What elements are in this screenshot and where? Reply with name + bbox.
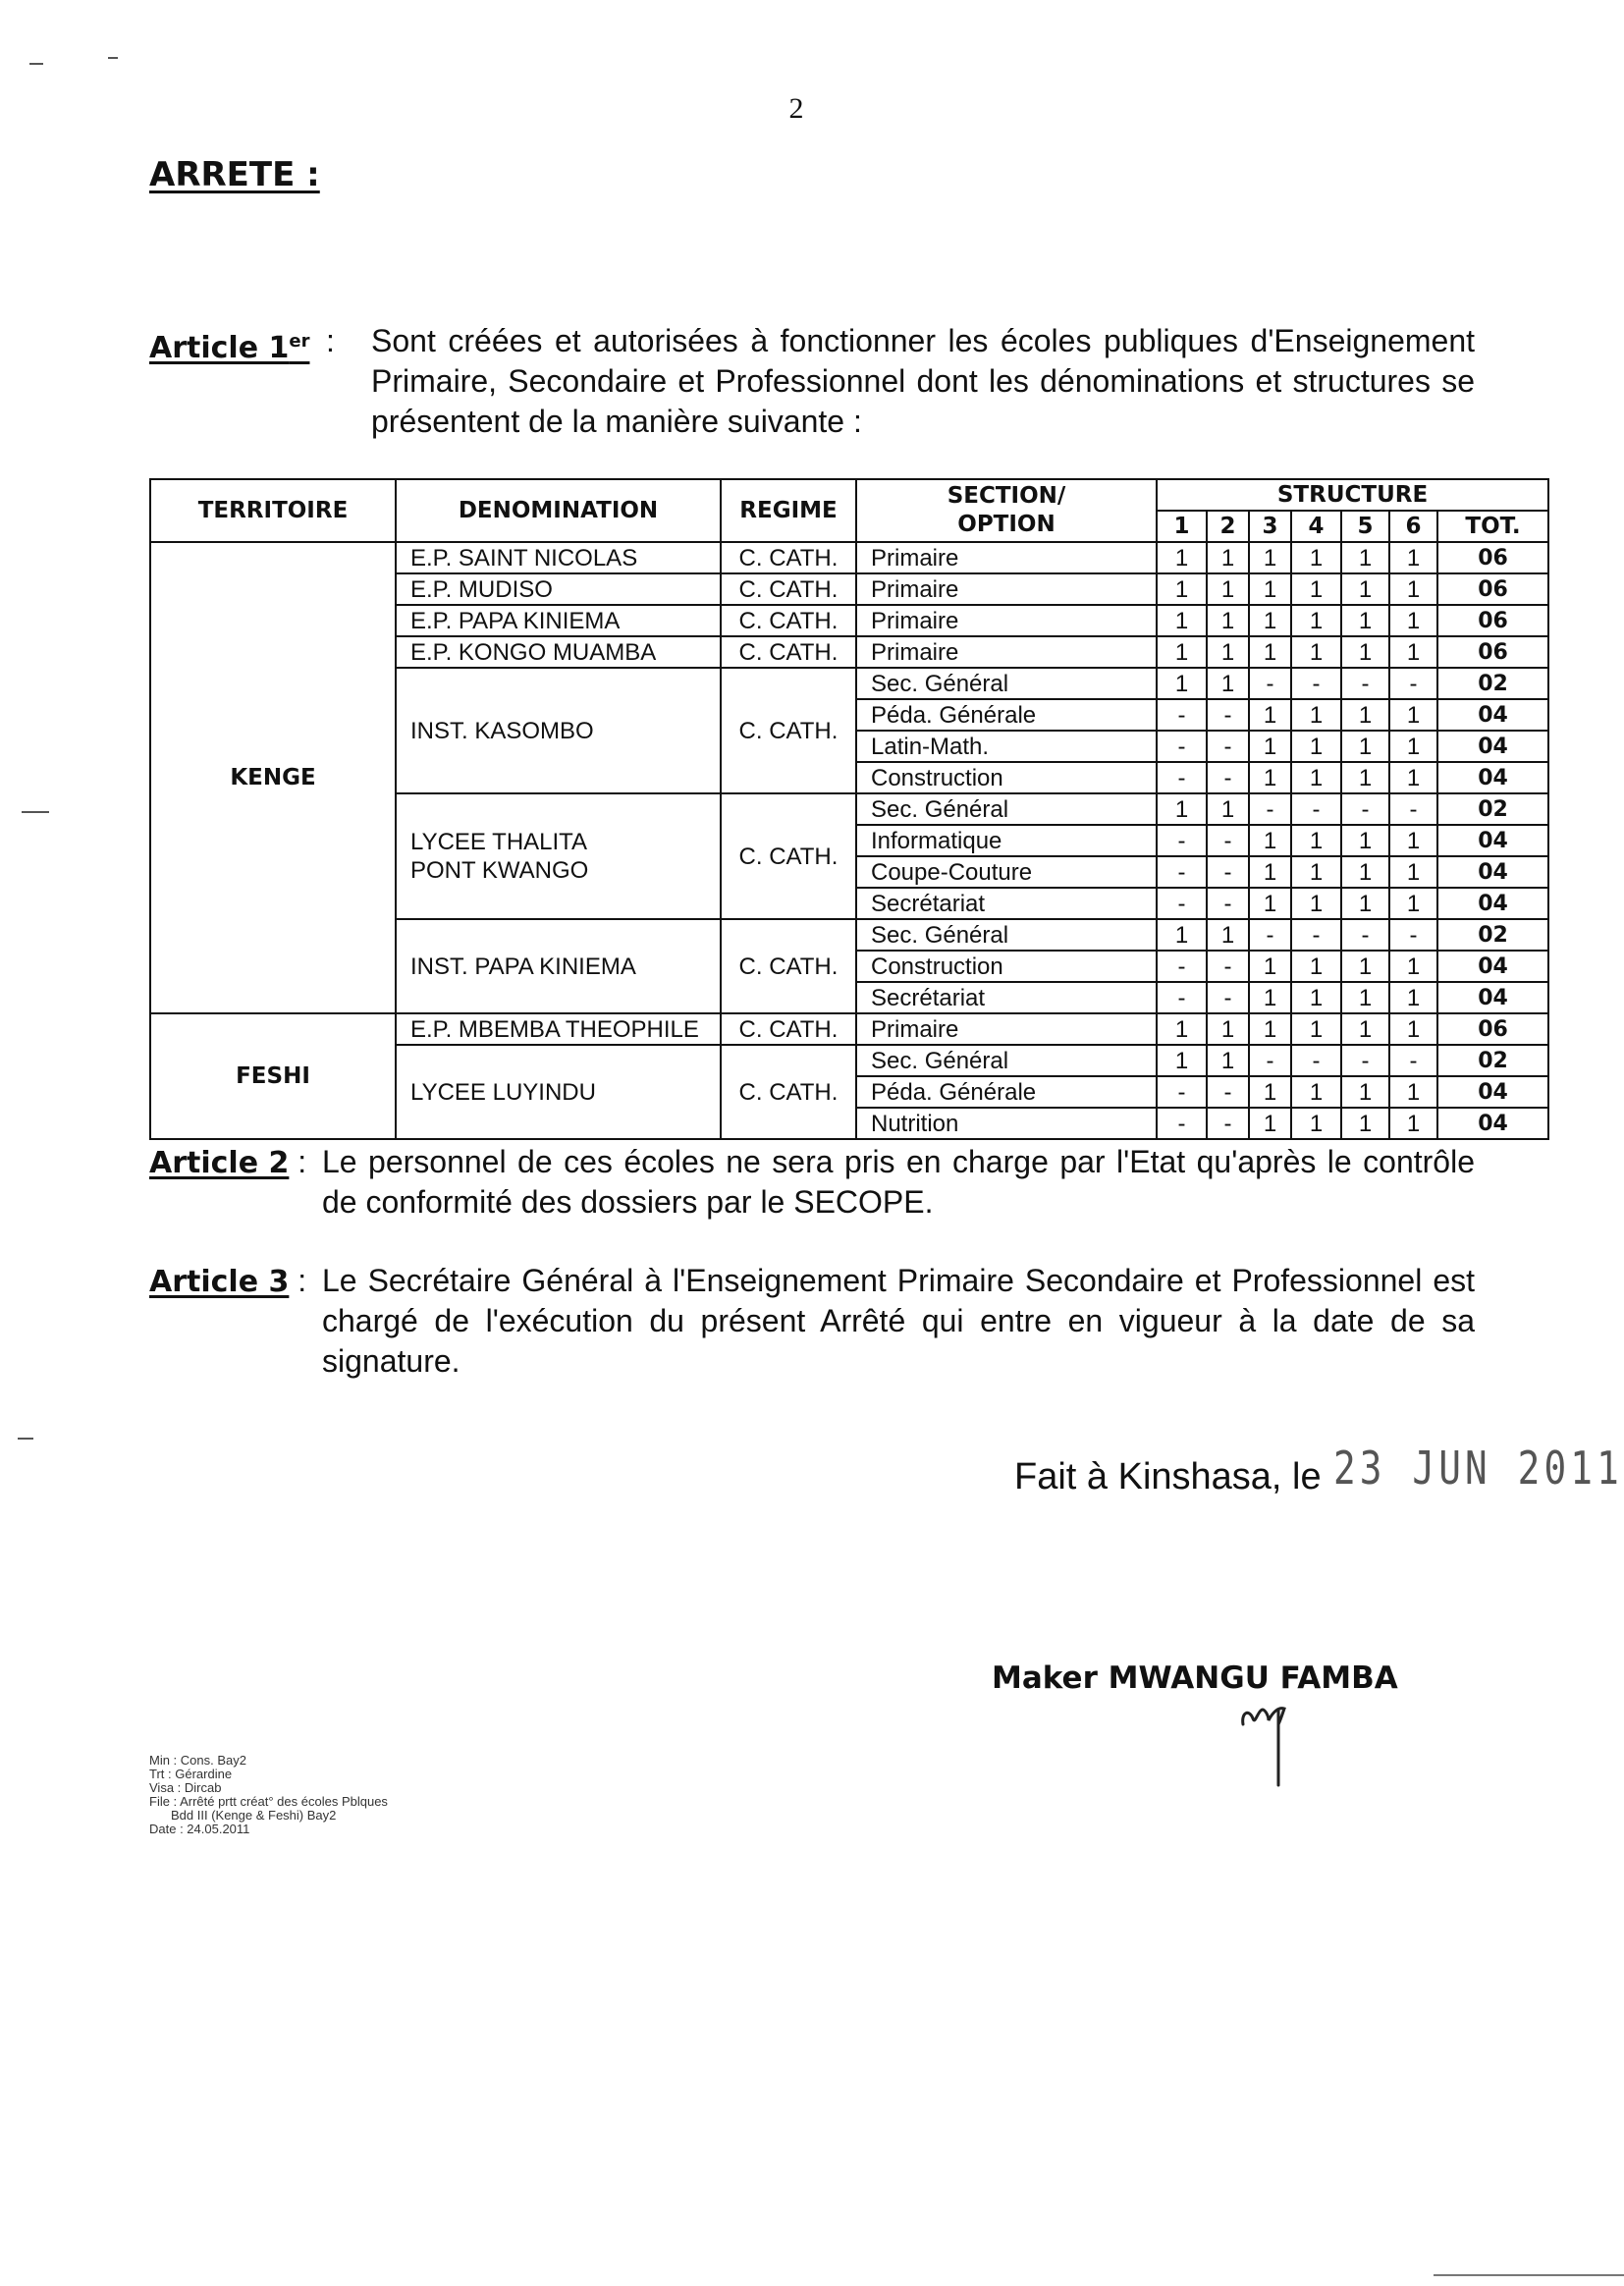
level-1-value: 1 <box>1157 605 1207 636</box>
school-name-line: INST. PAPA KINIEMA <box>410 952 636 980</box>
decree-heading: ARRETE : <box>149 155 320 194</box>
level-1-value: - <box>1157 1076 1207 1108</box>
level-1-value: - <box>1157 856 1207 888</box>
level-6-value: - <box>1389 919 1437 951</box>
header-structure: STRUCTURE <box>1157 479 1548 511</box>
level-3-value: 1 <box>1249 573 1291 605</box>
level-4-value: 1 <box>1291 1108 1341 1139</box>
reference-line: Bdd III (Kenge & Feshi) Bay2 <box>171 1808 337 1823</box>
school-name <box>396 542 721 573</box>
header-total: TOT. <box>1437 511 1548 542</box>
section-option: Secrétariat <box>856 982 1157 1013</box>
level-6-value: 1 <box>1389 825 1437 856</box>
article-1-label: Article 1er <box>149 331 310 365</box>
article-1 <box>149 321 1475 439</box>
school-name <box>396 1045 721 1139</box>
level-3-value: - <box>1249 919 1291 951</box>
school-regime: C. CATH. <box>721 793 856 919</box>
school-regime: C. CATH. <box>721 542 856 573</box>
header-territoire: TERRITOIRE <box>150 479 396 542</box>
level-6-value: 1 <box>1389 1013 1437 1045</box>
territory-name: FESHI <box>150 1013 396 1139</box>
article-3-text: Le Secrétaire Général à l'Enseignement Primaire Secondaire et Professionnel est chargé de l'exécution du présent Arrêté qui entre en vigueur à la date de sa signature. <box>322 1263 1475 1379</box>
school-regime: C. CATH. <box>721 1045 856 1139</box>
header-level-4: 4 <box>1291 511 1341 542</box>
article-1-separator: : <box>326 323 335 358</box>
level-6-value: 1 <box>1389 1076 1437 1108</box>
level-5-value: 1 <box>1341 636 1389 668</box>
school-regime: C. CATH. <box>721 919 856 1013</box>
school-name <box>396 636 721 668</box>
header-regime: REGIME <box>721 479 856 542</box>
school-name <box>396 573 721 605</box>
level-6-value: 1 <box>1389 856 1437 888</box>
school-regime: C. CATH. <box>721 605 856 636</box>
level-4-value: 1 <box>1291 982 1341 1013</box>
level-5-value: 1 <box>1341 573 1389 605</box>
level-3-value: 1 <box>1249 731 1291 762</box>
section-option: Sec. Général <box>856 919 1157 951</box>
total-value: 04 <box>1437 762 1548 793</box>
level-2-value: - <box>1207 888 1249 919</box>
header-denomination: DENOMINATION <box>396 479 721 542</box>
level-6-value: 1 <box>1389 888 1437 919</box>
total-value: 06 <box>1437 636 1548 668</box>
level-4-value: 1 <box>1291 856 1341 888</box>
section-option: Primaire <box>856 605 1157 636</box>
level-1-value: - <box>1157 762 1207 793</box>
school-name-line: E.P. SAINT NICOLAS <box>410 544 638 572</box>
school-regime: C. CATH. <box>721 1013 856 1045</box>
stamped-date: 23 JUN 2011 <box>1333 1442 1623 1495</box>
level-6-value: 1 <box>1389 1108 1437 1139</box>
level-5-value: 1 <box>1341 542 1389 573</box>
section-option: Sec. Général <box>856 668 1157 699</box>
level-5-value: 1 <box>1341 982 1389 1013</box>
section-option: Secrétariat <box>856 888 1157 919</box>
level-6-value: - <box>1389 793 1437 825</box>
level-3-value: 1 <box>1249 1076 1291 1108</box>
header-level-5: 5 <box>1341 511 1389 542</box>
level-3-value: 1 <box>1249 762 1291 793</box>
level-3-value: 1 <box>1249 825 1291 856</box>
place-and-date: Fait à Kinshasa, le <box>1014 1456 1322 1497</box>
level-4-value: 1 <box>1291 542 1341 573</box>
level-2-value: - <box>1207 825 1249 856</box>
total-value: 04 <box>1437 951 1548 982</box>
level-5-value: 1 <box>1341 1013 1389 1045</box>
level-2-value: - <box>1207 699 1249 731</box>
school-name <box>396 605 721 636</box>
schools-table <box>149 478 1549 1140</box>
level-6-value: - <box>1389 1045 1437 1076</box>
section-option: Coupe-Couture <box>856 856 1157 888</box>
page-number: 2 <box>788 92 804 125</box>
level-4-value: - <box>1291 1045 1341 1076</box>
level-4-value: 1 <box>1291 699 1341 731</box>
level-3-value: 1 <box>1249 951 1291 982</box>
scan-edge <box>1434 2274 1624 2276</box>
total-value: 04 <box>1437 982 1548 1013</box>
level-1-value: 1 <box>1157 636 1207 668</box>
school-regime: C. CATH. <box>721 668 856 793</box>
level-5-value: 1 <box>1341 699 1389 731</box>
level-4-value: 1 <box>1291 573 1341 605</box>
level-3-value: 1 <box>1249 888 1291 919</box>
section-option: Péda. Générale <box>856 699 1157 731</box>
total-value: 04 <box>1437 699 1548 731</box>
section-option: Primaire <box>856 1013 1157 1045</box>
school-name <box>396 919 721 1013</box>
school-name-line: LYCEE LUYINDU <box>410 1078 596 1106</box>
section-option: Latin-Math. <box>856 731 1157 762</box>
level-3-value: - <box>1249 668 1291 699</box>
level-5-value: 1 <box>1341 856 1389 888</box>
level-4-value: 1 <box>1291 731 1341 762</box>
level-1-value: - <box>1157 699 1207 731</box>
school-regime: C. CATH. <box>721 573 856 605</box>
total-value: 04 <box>1437 888 1548 919</box>
header-level-6: 6 <box>1389 511 1437 542</box>
level-4-value: 1 <box>1291 1013 1341 1045</box>
section-option: Primaire <box>856 542 1157 573</box>
level-1-value: - <box>1157 1108 1207 1139</box>
level-1-value: 1 <box>1157 793 1207 825</box>
level-4-value: 1 <box>1291 1076 1341 1108</box>
level-1-value: - <box>1157 982 1207 1013</box>
level-5-value: 1 <box>1341 951 1389 982</box>
level-1-value: 1 <box>1157 668 1207 699</box>
section-option: Nutrition <box>856 1108 1157 1139</box>
level-2-value: - <box>1207 951 1249 982</box>
level-2-value: 1 <box>1207 1013 1249 1045</box>
schools-table-body <box>150 542 1548 1139</box>
reference-line: Date : 24.05.2011 <box>149 1822 250 1836</box>
level-6-value: 1 <box>1389 951 1437 982</box>
reference-line: Trt : Gérardine <box>149 1767 233 1781</box>
level-3-value: 1 <box>1249 1108 1291 1139</box>
level-3-value: 1 <box>1249 982 1291 1013</box>
header-level-2: 2 <box>1207 511 1249 542</box>
scan-speck <box>22 811 49 813</box>
level-1-value: 1 <box>1157 573 1207 605</box>
article-2-separator: : <box>298 1144 307 1179</box>
level-2-value: - <box>1207 762 1249 793</box>
level-2-value: 1 <box>1207 668 1249 699</box>
section-option: Sec. Général <box>856 1045 1157 1076</box>
scan-speck <box>18 1438 33 1440</box>
reference-line: File : Arrêté prtt créat° des écoles Pblques <box>149 1794 388 1809</box>
level-2-value: 1 <box>1207 919 1249 951</box>
header-level-1: 1 <box>1157 511 1207 542</box>
level-1-value: 1 <box>1157 919 1207 951</box>
table-row <box>150 1013 1548 1045</box>
level-2-value: - <box>1207 982 1249 1013</box>
level-4-value: 1 <box>1291 888 1341 919</box>
school-name <box>396 1013 721 1045</box>
article-2-text: Le personnel de ces écoles ne sera pris en charge par l'Etat qu'après le contrôle de conformité des dossiers par le SECOPE. <box>322 1144 1475 1220</box>
level-1-value: - <box>1157 825 1207 856</box>
school-name-line: E.P. PAPA KINIEMA <box>410 607 621 634</box>
level-1-value: - <box>1157 888 1207 919</box>
level-4-value: - <box>1291 668 1341 699</box>
level-2-value: - <box>1207 856 1249 888</box>
level-6-value: 1 <box>1389 636 1437 668</box>
total-value: 06 <box>1437 573 1548 605</box>
level-1-value: 1 <box>1157 542 1207 573</box>
header-level-3: 3 <box>1249 511 1291 542</box>
level-1-value: 1 <box>1157 1045 1207 1076</box>
article-2-label: Article 2 <box>149 1146 290 1180</box>
level-4-value: - <box>1291 793 1341 825</box>
reference-block <box>149 1754 388 1836</box>
level-4-value: 1 <box>1291 825 1341 856</box>
level-4-value: 1 <box>1291 762 1341 793</box>
level-2-value: 1 <box>1207 573 1249 605</box>
section-option: Sec. Général <box>856 793 1157 825</box>
level-6-value: 1 <box>1389 982 1437 1013</box>
level-6-value: 1 <box>1389 573 1437 605</box>
level-5-value: 1 <box>1341 605 1389 636</box>
total-value: 04 <box>1437 1076 1548 1108</box>
total-value: 04 <box>1437 856 1548 888</box>
level-6-value: 1 <box>1389 542 1437 573</box>
total-value: 02 <box>1437 1045 1548 1076</box>
level-3-value: 1 <box>1249 1013 1291 1045</box>
signature-mark <box>1239 1695 1298 1789</box>
reference-line: Visa : Dircab <box>149 1780 222 1795</box>
total-value: 06 <box>1437 605 1548 636</box>
level-5-value: - <box>1341 1045 1389 1076</box>
level-5-value: 1 <box>1341 731 1389 762</box>
level-6-value: - <box>1389 668 1437 699</box>
level-2-value: 1 <box>1207 636 1249 668</box>
total-value: 04 <box>1437 1108 1548 1139</box>
level-6-value: 1 <box>1389 605 1437 636</box>
level-5-value: 1 <box>1341 1108 1389 1139</box>
section-option: Construction <box>856 951 1157 982</box>
level-6-value: 1 <box>1389 762 1437 793</box>
scan-speck <box>29 63 43 65</box>
level-5-value: 1 <box>1341 762 1389 793</box>
table-row <box>150 542 1548 573</box>
level-2-value: 1 <box>1207 542 1249 573</box>
level-2-value: 1 <box>1207 793 1249 825</box>
school-name-line: E.P. MBEMBA THEOPHILE <box>410 1015 699 1043</box>
level-3-value: 1 <box>1249 542 1291 573</box>
school-name-line: INST. KASOMBO <box>410 717 594 744</box>
school-name-line: PONT KWANGO <box>410 857 589 884</box>
level-5-value: - <box>1341 919 1389 951</box>
school-name-line: LYCEE THALITA <box>410 829 588 855</box>
school-name-line: E.P. MUDISO <box>410 575 553 603</box>
total-value: 02 <box>1437 793 1548 825</box>
section-option: Primaire <box>856 573 1157 605</box>
school-name-line: E.P. KONGO MUAMBA <box>410 638 657 666</box>
reference-line: Min : Cons. Bay2 <box>149 1753 246 1768</box>
section-option: Informatique <box>856 825 1157 856</box>
level-6-value: 1 <box>1389 731 1437 762</box>
section-option: Péda. Générale <box>856 1076 1157 1108</box>
level-3-value: - <box>1249 793 1291 825</box>
level-2-value: 1 <box>1207 1045 1249 1076</box>
level-3-value: 1 <box>1249 636 1291 668</box>
level-4-value: 1 <box>1291 636 1341 668</box>
level-3-value: 1 <box>1249 856 1291 888</box>
level-1-value: - <box>1157 731 1207 762</box>
level-3-value: - <box>1249 1045 1291 1076</box>
total-value: 06 <box>1437 1013 1548 1045</box>
section-option: Primaire <box>856 636 1157 668</box>
level-1-value: 1 <box>1157 1013 1207 1045</box>
level-4-value: 1 <box>1291 605 1341 636</box>
article-3-separator: : <box>298 1263 307 1298</box>
total-value: 04 <box>1437 825 1548 856</box>
level-3-value: 1 <box>1249 605 1291 636</box>
total-value: 02 <box>1437 919 1548 951</box>
signatory-name: Maker MWANGU FAMBA <box>992 1660 1398 1696</box>
article-3-label: Article 3 <box>149 1265 290 1299</box>
level-5-value: 1 <box>1341 825 1389 856</box>
section-option: Construction <box>856 762 1157 793</box>
level-4-value: - <box>1291 919 1341 951</box>
school-name <box>396 793 721 919</box>
total-value: 04 <box>1437 731 1548 762</box>
level-5-value: - <box>1341 793 1389 825</box>
level-3-value: 1 <box>1249 699 1291 731</box>
level-1-value: - <box>1157 951 1207 982</box>
level-2-value: - <box>1207 1076 1249 1108</box>
level-2-value: - <box>1207 1108 1249 1139</box>
scan-speck <box>108 57 118 59</box>
territory-name: KENGE <box>150 542 396 1013</box>
header-section-option: SECTION/ OPTION <box>856 479 1157 542</box>
level-5-value: 1 <box>1341 1076 1389 1108</box>
total-value: 06 <box>1437 542 1548 573</box>
level-6-value: 1 <box>1389 699 1437 731</box>
level-2-value: - <box>1207 731 1249 762</box>
level-5-value: - <box>1341 668 1389 699</box>
level-2-value: 1 <box>1207 605 1249 636</box>
level-5-value: 1 <box>1341 888 1389 919</box>
level-4-value: 1 <box>1291 951 1341 982</box>
school-regime: C. CATH. <box>721 636 856 668</box>
article-1-text: Sont créées et autorisées à fonctionner les écoles publiques d'Enseignement Primaire, Secondaire et Professionnel dont les dénominations et structures se présentent de la manière suivante : <box>371 323 1475 439</box>
school-name <box>396 668 721 793</box>
total-value: 02 <box>1437 668 1548 699</box>
